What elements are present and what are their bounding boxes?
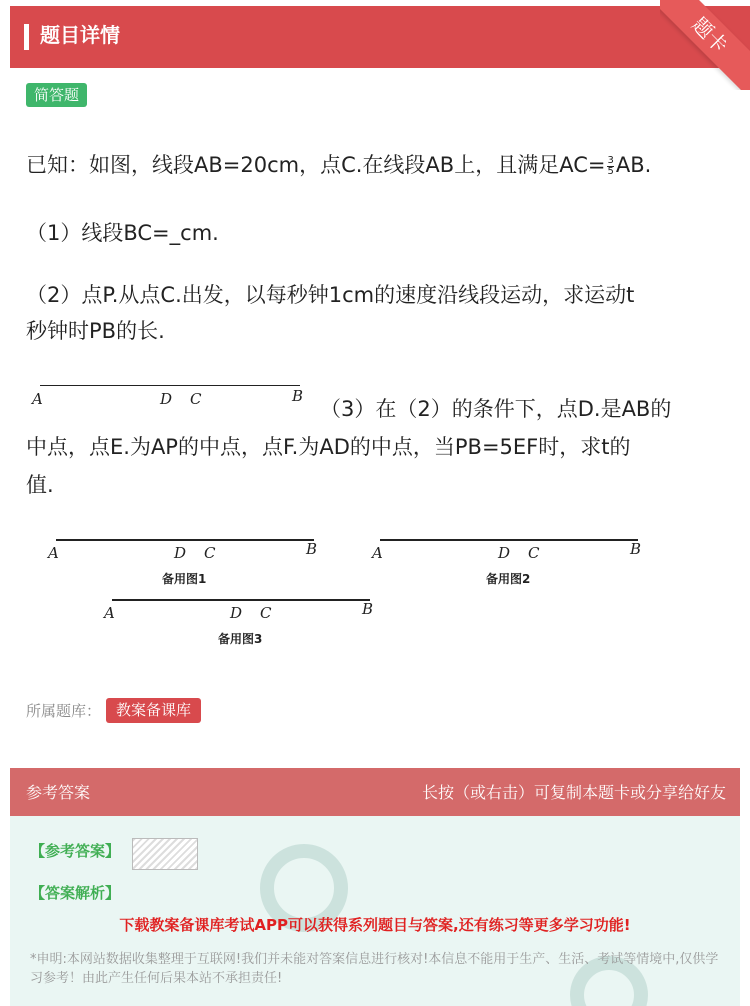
main-segment-diagram	[30, 378, 320, 408]
point-c-label: C	[528, 544, 540, 562]
point-d-label: D	[498, 544, 511, 562]
segment-ab	[56, 539, 314, 541]
question-part-1: （1）线段BC=_cm.	[26, 221, 219, 245]
bank-tag-link[interactable]: 教案备课库	[106, 698, 201, 723]
answer-analysis-label: 【答案解析】	[30, 884, 121, 902]
point-b-label: B	[306, 540, 318, 558]
point-c-label: C	[190, 390, 202, 408]
page-title: 题目详情	[40, 23, 120, 47]
question-card-ribbon[interactable]	[660, 0, 750, 90]
spare-diagram-1	[44, 532, 334, 588]
point-a-label: A	[32, 390, 43, 408]
question-stem	[26, 146, 651, 184]
answer-image	[132, 838, 198, 870]
point-a-label: A	[48, 544, 59, 562]
header-accent-bar	[24, 24, 29, 50]
question-part-2-line-2: 秒钟时PB的长.	[26, 319, 165, 343]
point-b-label: B	[292, 387, 304, 405]
answer-body	[10, 816, 740, 1006]
stem-text-after: AB.	[615, 153, 652, 177]
point-b-label: B	[362, 600, 374, 618]
answer-header	[10, 768, 740, 816]
stem-text-before: 已知：如图，线段AB=20cm，点C.在线段AB上，且满足AC=	[26, 153, 606, 177]
point-b-label: B	[630, 540, 642, 558]
point-c-label: C	[260, 604, 272, 622]
point-a-label: A	[372, 544, 383, 562]
fraction-numerator: 3	[607, 154, 614, 166]
question-part-3-line-1: （3）在（2）的条件下，点D.是AB的	[320, 397, 672, 421]
download-app-promo[interactable]: 下载教案备课库考试APP可以获得系列题目与答案,还有练习等更多学习功能!	[119, 916, 631, 934]
disclaimer-text: *申明:本网站数据收集整理于互联网!我们并未能对答案信息进行核对!本信息不能用于生产、生活、考试等情境中,仅供学习参考！由此产生任何后果本站不承担责任!	[30, 952, 719, 986]
point-a-label: A	[104, 604, 115, 622]
spare-diagram-2	[368, 532, 658, 588]
diagram-caption: 备用图1	[162, 572, 207, 586]
question-part-3-line-2: 中点，点E.为AP的中点，点F.为AD的中点，当PB=5EF时，求t的	[26, 435, 631, 459]
segment-ab	[112, 599, 370, 601]
answer-title: 参考答案	[26, 783, 91, 802]
diagram-caption: 备用图3	[218, 632, 263, 646]
point-d-label: D	[160, 390, 173, 408]
segment-ab	[40, 385, 300, 386]
point-c-label: C	[204, 544, 216, 562]
bank-label: 所属题库：	[26, 702, 102, 720]
share-hint: 长按（或右击）可复制本题卡或分享给好友	[421, 783, 726, 802]
page-header	[10, 6, 750, 68]
fraction	[607, 156, 613, 177]
segment-ab	[380, 539, 638, 541]
question-type-badge: 简答题	[26, 83, 87, 107]
diagram-caption: 备用图2	[486, 572, 531, 586]
ribbon-label: 题卡	[660, 0, 750, 90]
question-part-2-line-1: （2）点P.从点C.出发，以每秒钟1cm的速度沿线段运动，求运动t	[26, 283, 635, 307]
answer-key-label: 【参考答案】	[30, 842, 121, 860]
point-d-label: D	[174, 544, 187, 562]
question-part-3-line-3: 值.	[26, 473, 54, 497]
spare-diagram-3	[100, 592, 390, 648]
point-d-label: D	[230, 604, 243, 622]
fraction-denominator: 5	[607, 165, 614, 177]
